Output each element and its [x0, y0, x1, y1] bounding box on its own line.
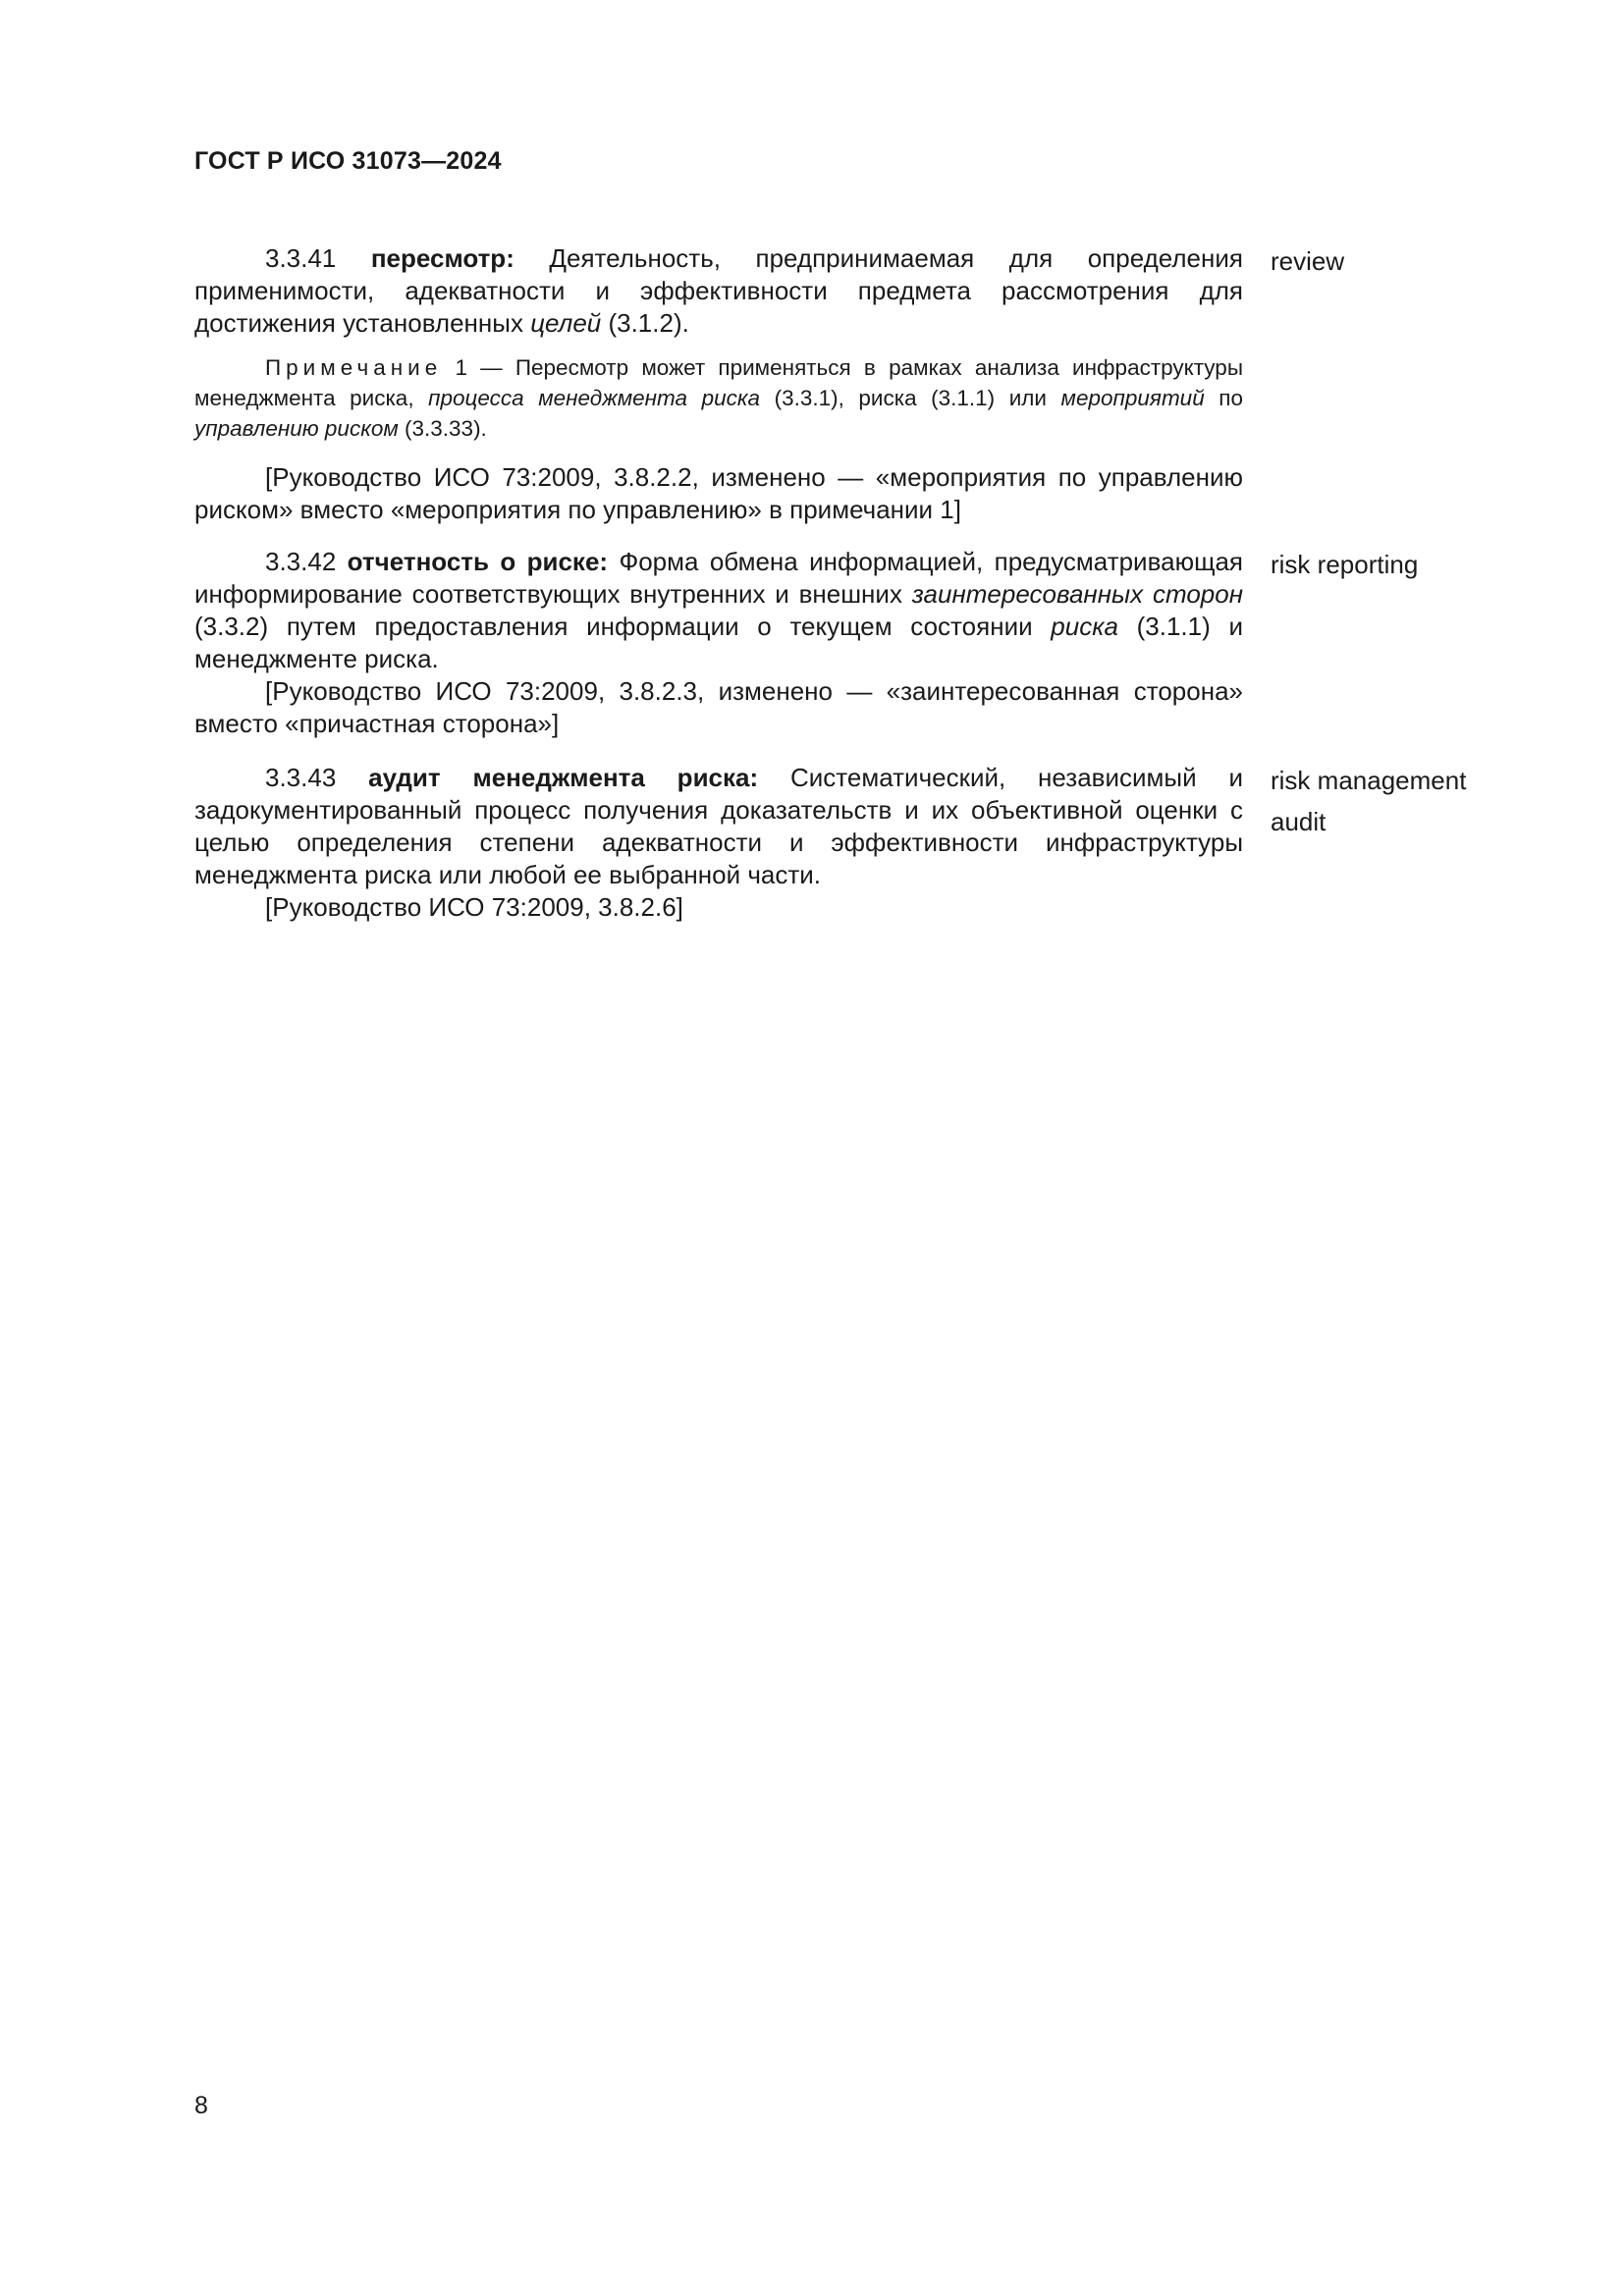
- term-name: аудит менеджмента риска:: [368, 763, 759, 792]
- term-definition: 3.3.43 аудит менеджмента риска: Систематический, независимый и задокументированный процесс получения доказательств и их объективной оценки с целью определения степени адекватности и эффективности инфраструктуры менеджмента риска или любой ее выбранной части.: [194, 763, 1243, 889]
- term-number: 3.3.42: [265, 547, 337, 576]
- term-entry-3-3-43: [194, 762, 1243, 924]
- term-definition: 3.3.41 пересмотр: Деятельность, предпринимаемая для определения применимости, адекватности и эффективности предмета рассмотрения для достижения установленных целей (3.1.2).: [194, 243, 1243, 338]
- term-name: пересмотр:: [370, 243, 514, 273]
- term-source: [Руководство ИСО 73:2009, 3.8.2.3, изменено — «заинтересованная сторона» вместо «причастная сторона»]: [194, 676, 1243, 738]
- english-term-review: review: [1271, 246, 1345, 276]
- term-source: [Руководство ИСО 73:2009, 3.8.2.2, изменено — «мероприятия по управлению риском» вместо «мероприятия по управлению» в примечании 1]: [194, 462, 1243, 524]
- term-entry-3-3-42: [194, 546, 1243, 740]
- term-definition: 3.3.42 отчетность о риске: Форма обмена информацией, предусматривающая информирование соответствующих внутренних и внешних заинтересованных сторон (3.3.2) путем предоставления информации о текущем состоянии риска (3.1.1) и менеджменте риска.: [194, 547, 1244, 673]
- term-source: [Руководство ИСО 73:2009, 3.8.2.6]: [265, 892, 683, 922]
- term-name: отчетность о риске:: [347, 547, 609, 576]
- term-number: 3.3.41: [265, 243, 337, 273]
- note-label: Примечание: [265, 355, 443, 380]
- english-term-risk-management-audit: risk management audit: [1271, 766, 1467, 836]
- document-header: ГОСТ Р ИСО 31073—2024: [194, 147, 502, 175]
- term-entry-3-3-41: [194, 242, 1243, 526]
- page-number: 8: [194, 2092, 208, 2119]
- term-note: Примечание 1 — Пересмотр может применяться в рамках анализа инфраструктуры менеджмента риска, процесса менеджмента риска (3.3.1), риска (3.1.1) или мероприятий по управлению риском (3.3.33).: [194, 355, 1243, 441]
- english-term-risk-reporting: risk reporting: [1271, 550, 1419, 579]
- term-number: 3.3.43: [265, 763, 337, 792]
